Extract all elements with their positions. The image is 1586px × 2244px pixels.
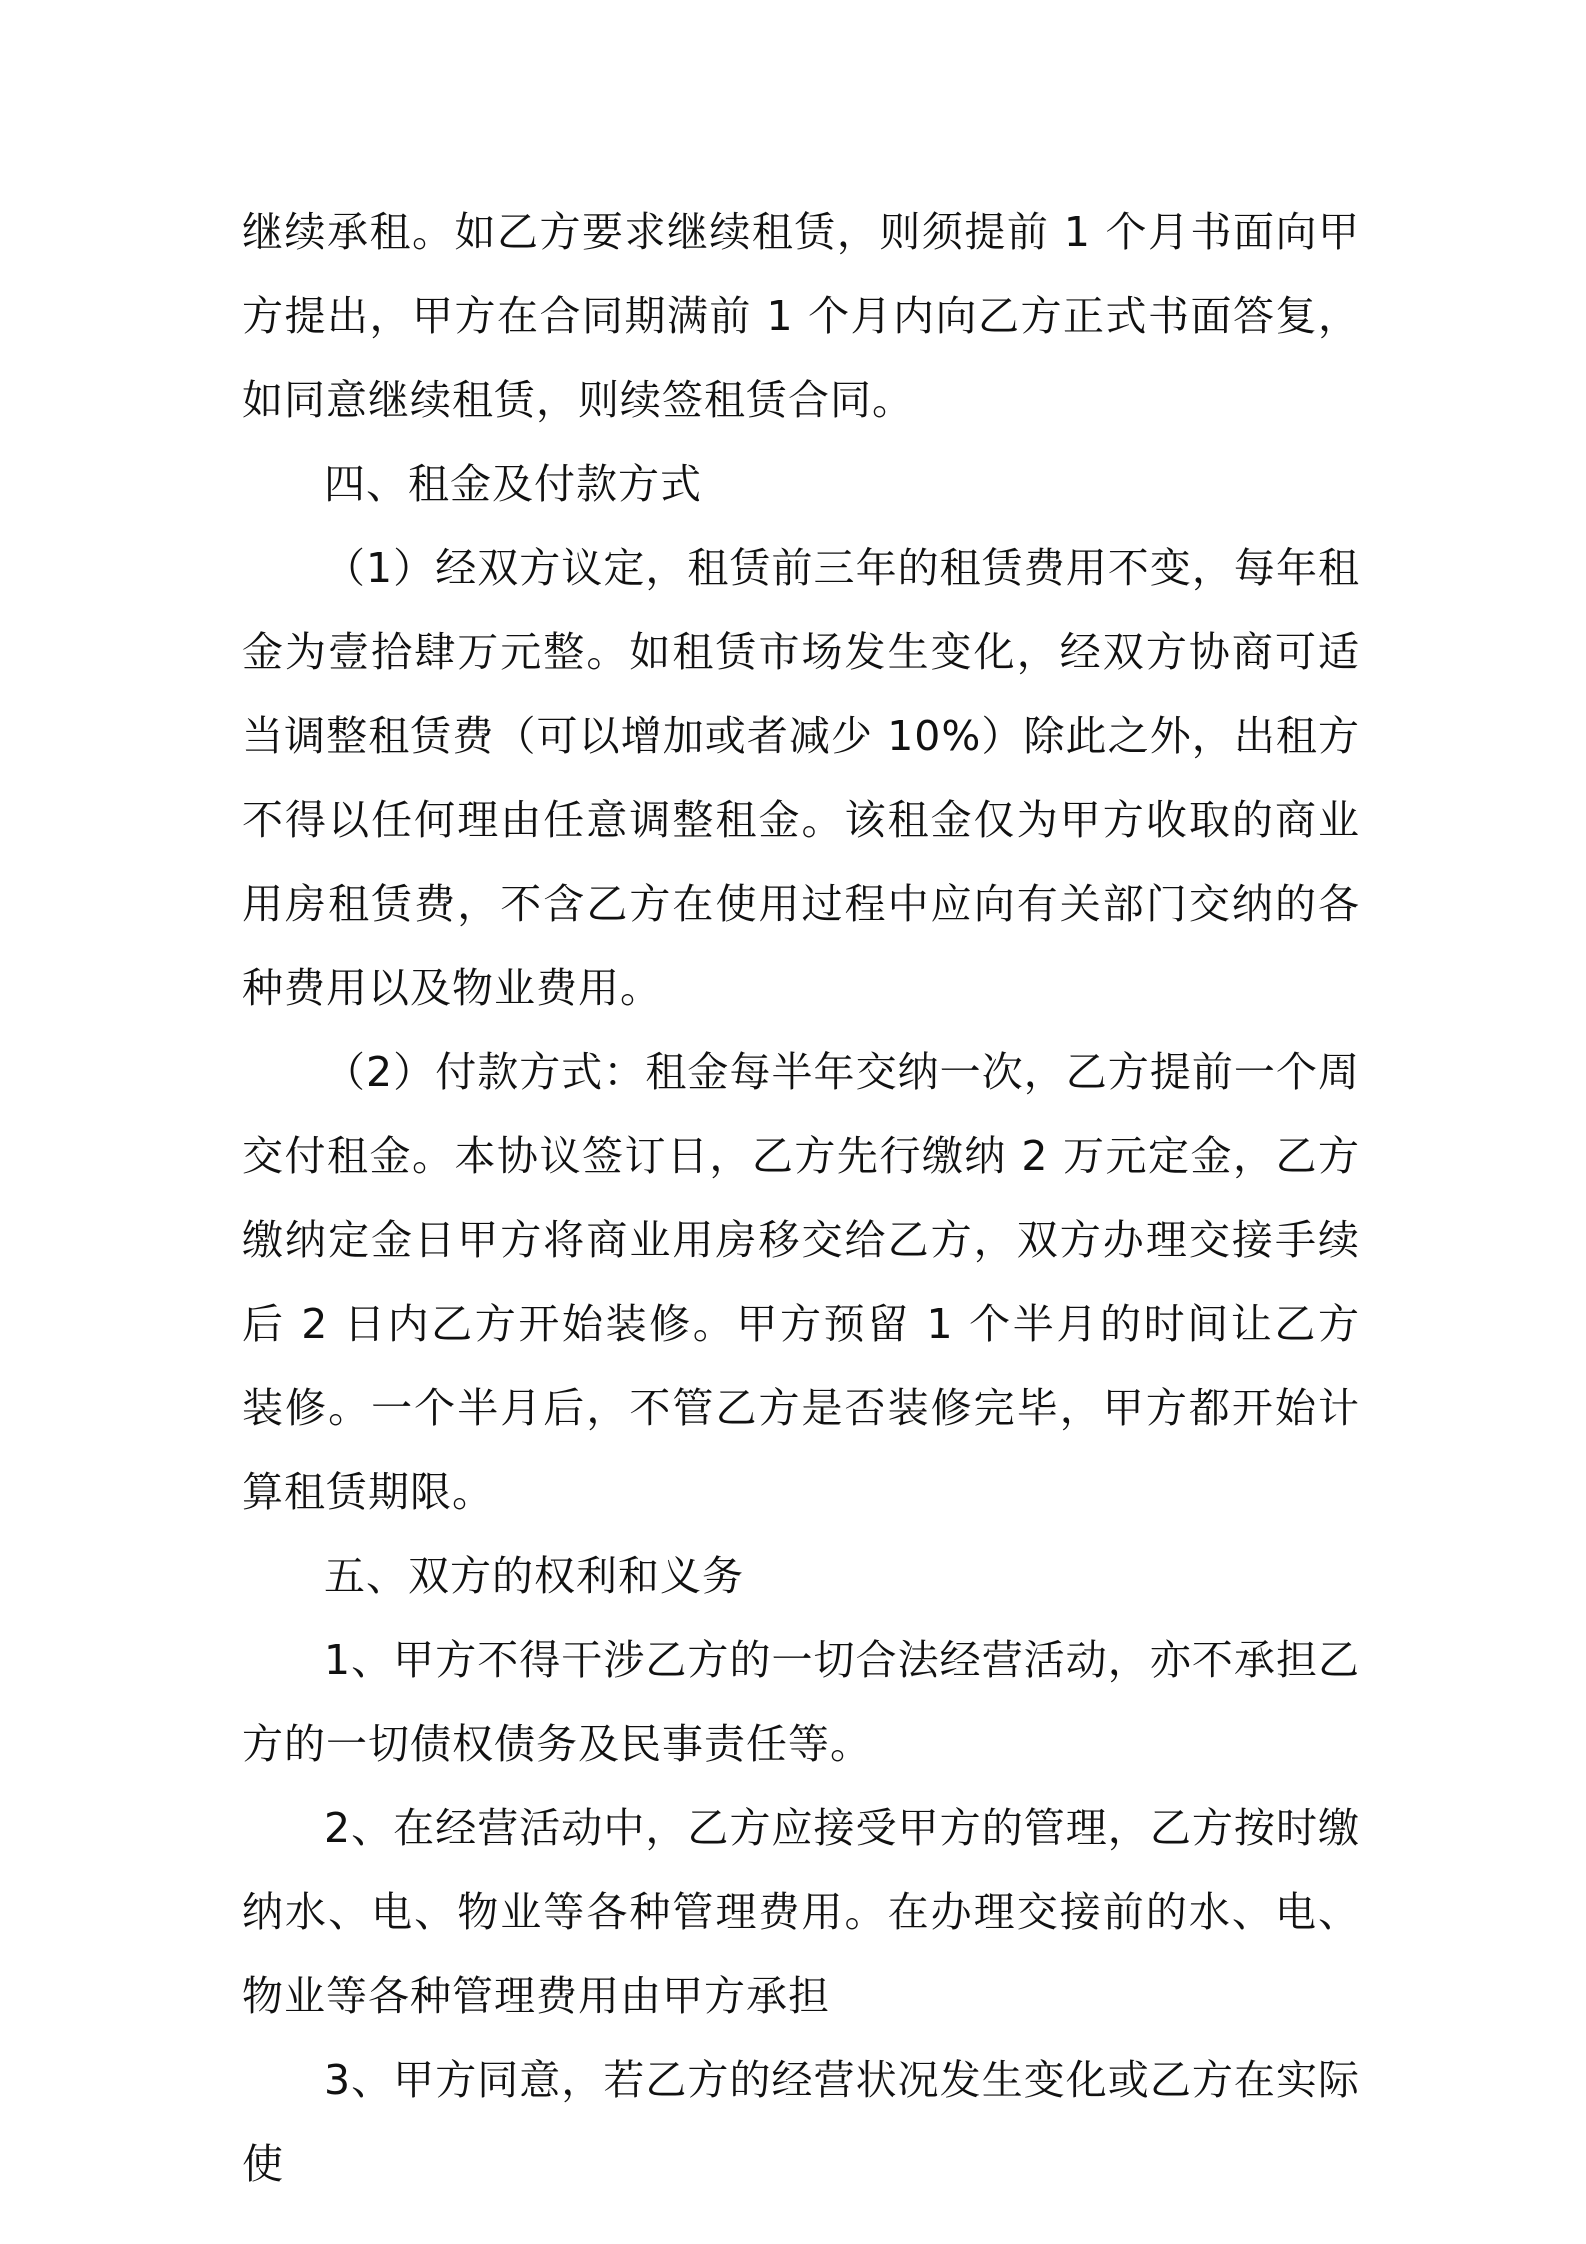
paragraph-clause-3: 3、甲方同意，若乙方的经营状况发生变化或乙方在实际使 bbox=[242, 2056, 1360, 2188]
paragraph-rent-amount: （1）经双方议定，租赁前三年的租赁费用不变，每年租金为壹拾肆万元整。如租赁市场发生变化，经双方协商可适当调整租赁费（可以增加或者减少 10%）除此之外，出租方不得以任何理由任意调整租金。该租金仅为甲方收取的商业用房租赁费，不含乙方在使用过程中应向有关部门交纳的各种费用以及物业费用。 bbox=[242, 544, 1360, 1012]
paragraph-clause-1: 1、甲方不得干涉乙方的一切合法经营活动，亦不承担乙方的一切债权债务及民事责任等。 bbox=[242, 1636, 1360, 1768]
paragraph-continue-lease: 继续承租。如乙方要求继续租赁，则须提前 1 个月书面向甲方提出，甲方在合同期满前 1 个月内向乙方正式书面答复，如同意继续租赁，则续签租赁合同。 bbox=[242, 208, 1360, 424]
paragraph-clause-2: 2、在经营活动中，乙方应接受甲方的管理，乙方按时缴纳水、电、物业等各种管理费用。在办理交接前的水、电、物业等各种管理费用由甲方承担 bbox=[242, 1804, 1360, 2020]
paragraph-payment-method: （2）付款方式：租金每半年交纳一次，乙方提前一个周交付租金。本协议签订日，乙方先行缴纳 2 万元定金，乙方缴纳定金日甲方将商业用房移交给乙方，双方办理交接手续后 2 日内乙方开始装修。甲方预留 1 个半月的时间让乙方装修。一个半月后，不管乙方是否装修完毕，甲方都开始计算租赁期限。 bbox=[242, 1048, 1360, 1516]
section-heading-rights-obligations: 五、双方的权利和义务 bbox=[324, 1552, 744, 1600]
contract-body bbox=[242, 190, 1360, 2206]
section-heading-rent-payment: 四、租金及付款方式 bbox=[324, 460, 702, 508]
